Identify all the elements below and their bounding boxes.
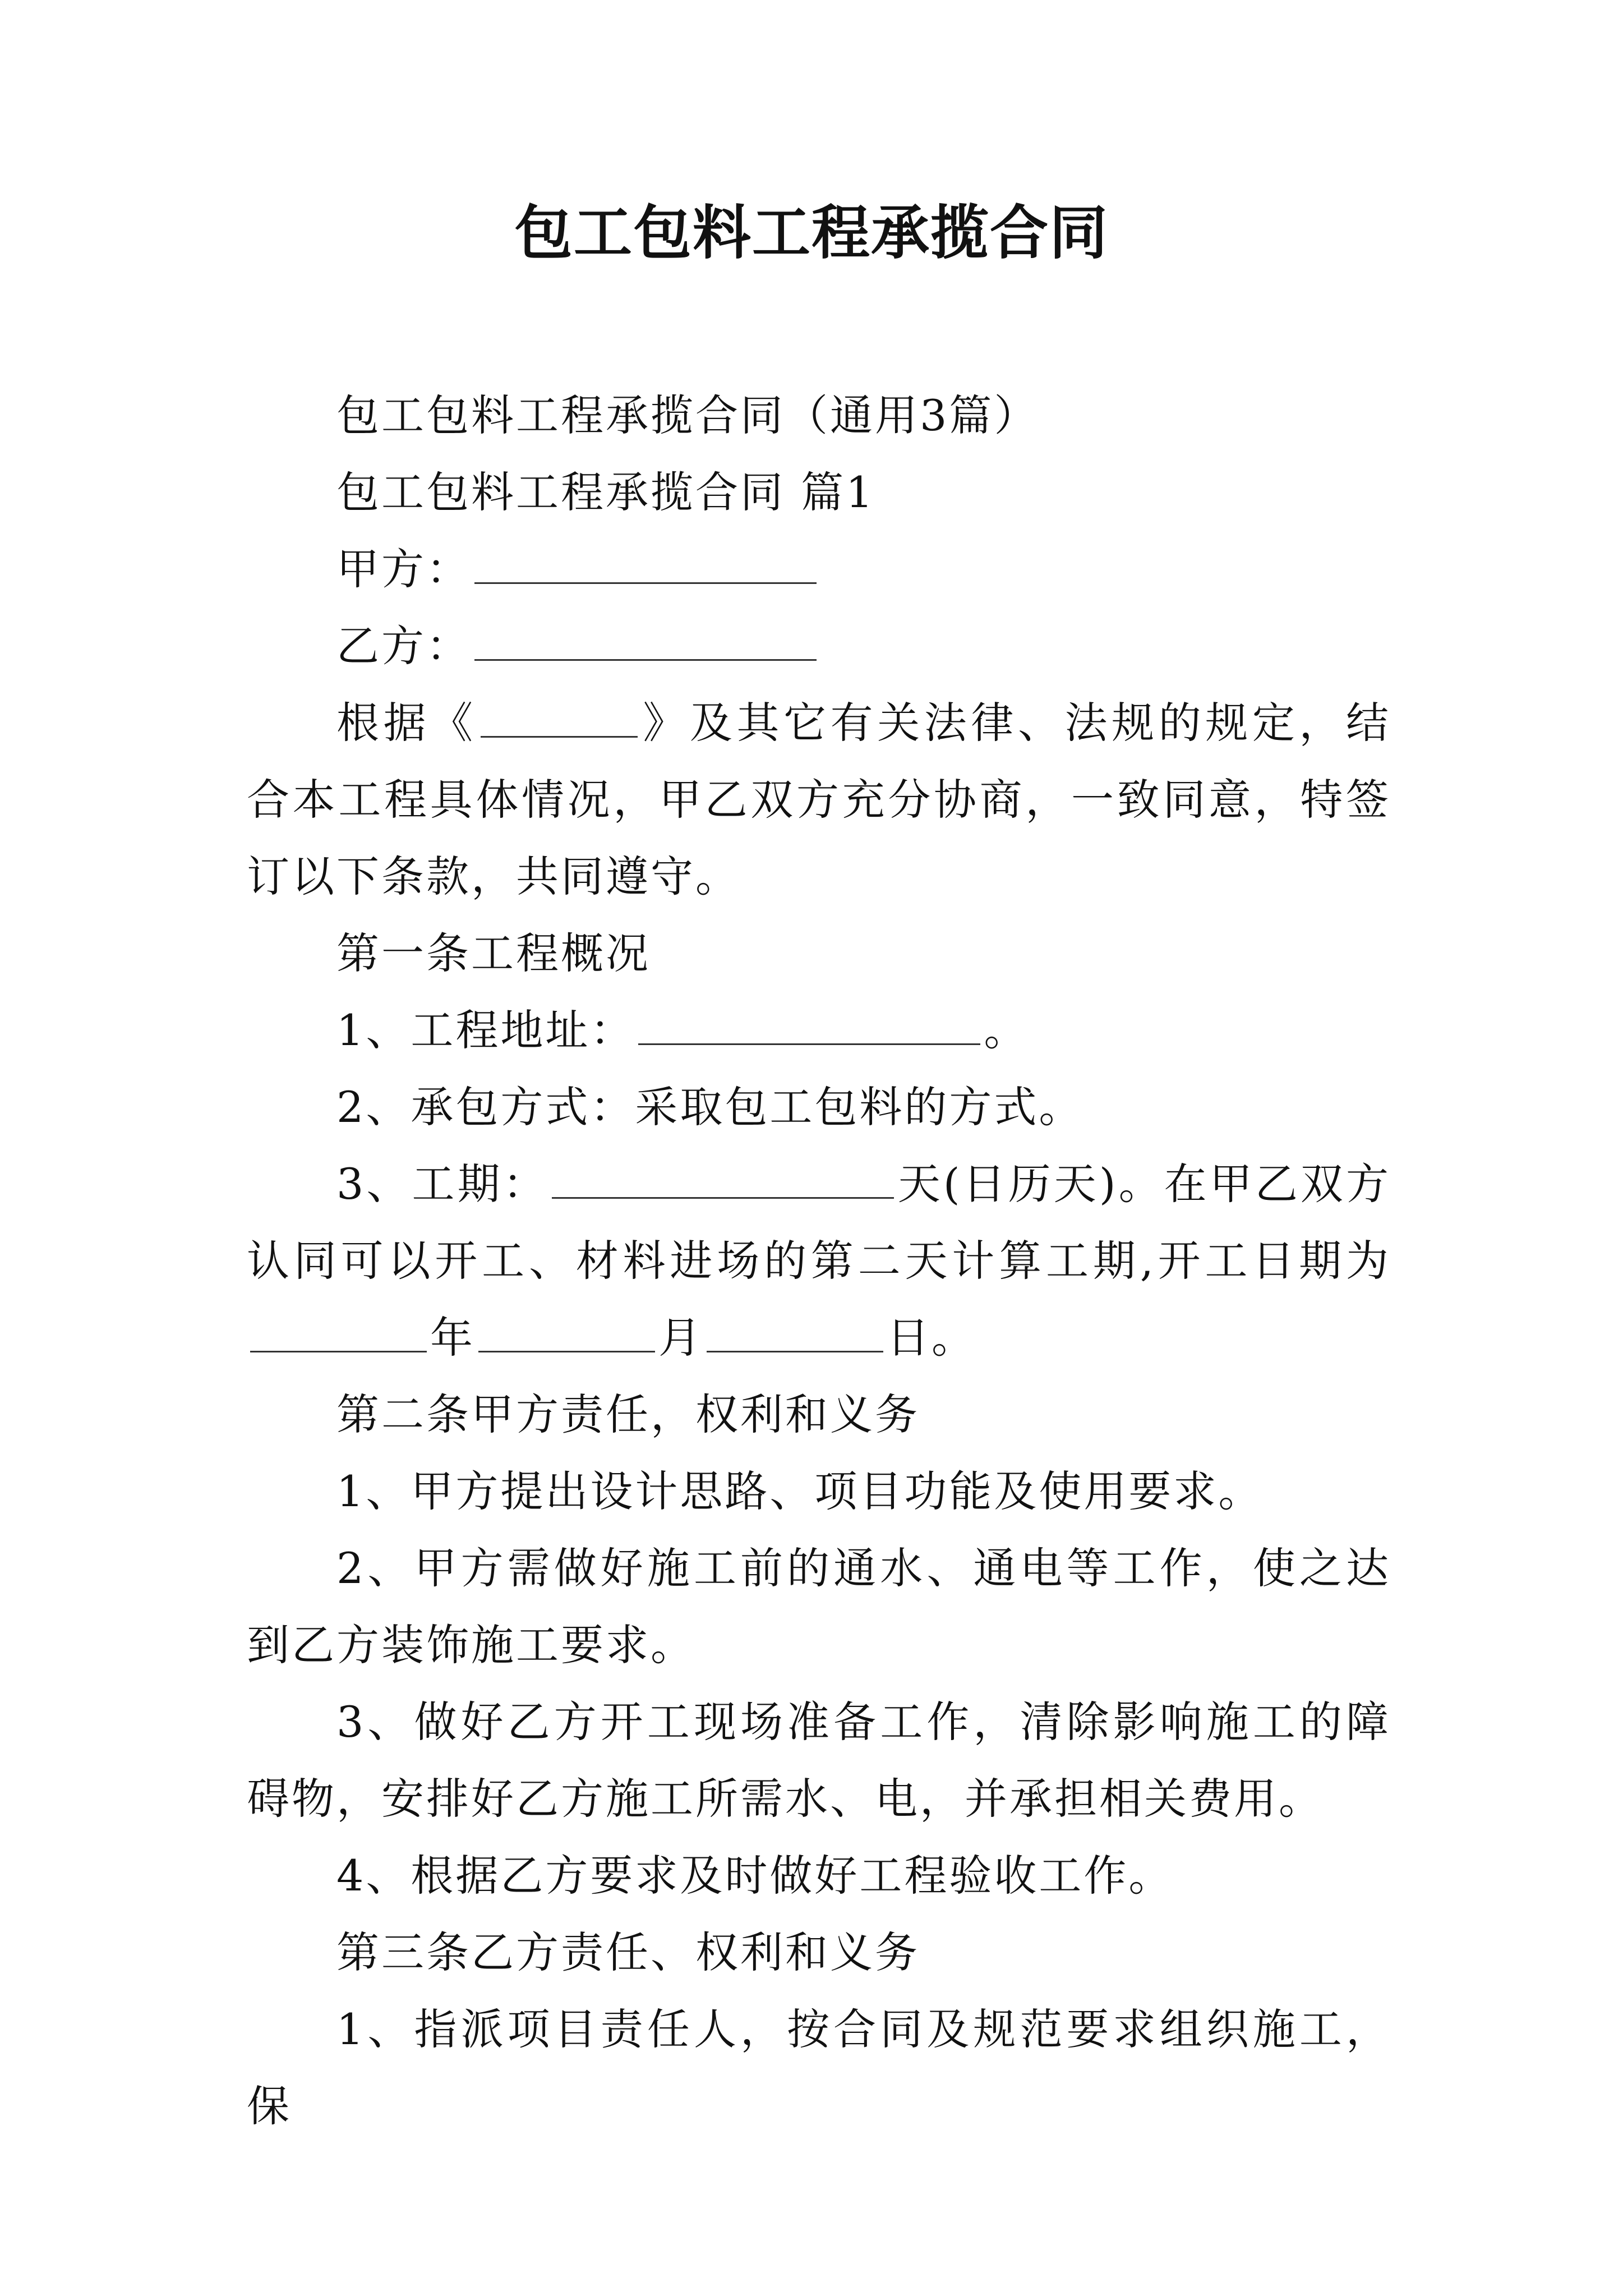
party-b-label: 乙方： <box>336 621 471 671</box>
a1-item1-prefix: 1、工程地址： <box>336 1005 635 1055</box>
article1-heading: 第一条工程概况 <box>336 928 651 978</box>
party-a-blank <box>474 543 817 584</box>
a1-item2: 2、承包方式：采取包工包料的方式。 <box>336 1082 1084 1132</box>
month-blank <box>478 1312 655 1352</box>
a1-item1 <box>247 992 1391 1069</box>
day-label: 日。 <box>887 1313 976 1363</box>
a1-item1-suffix: 。 <box>984 1005 1029 1055</box>
a3-item1: 1、指派项目责任人，按合同及规范要求组织施工，保 <box>247 2004 1391 2131</box>
duration-blank <box>552 1158 894 1199</box>
month-label: 月 <box>658 1313 703 1363</box>
document-body <box>247 377 1391 2145</box>
day-blank <box>707 1312 883 1352</box>
year-blank <box>250 1312 427 1352</box>
party-a-label: 甲方： <box>336 544 471 594</box>
a2-item3: 3、做好乙方开工现场准备工作，清除影响施工的障碍物，安排好乙方施工所需水、电，并承担相关费用。 <box>247 1697 1391 1824</box>
section-heading: 包工包料工程承揽合同 篇1 <box>336 467 875 517</box>
party-b-line <box>247 608 1391 684</box>
party-a-line <box>247 531 1391 608</box>
law-name-blank <box>481 697 638 738</box>
intro-suffix: 》及其它有关法律、法规的规定，结合本工程具体情况，甲乙双方充分协商，一致同意，特签订以下条款，共同遵守。 <box>247 698 1391 901</box>
intro-prefix: 根据《 <box>336 698 477 748</box>
article2-heading: 第二条甲方责任，权利和义务 <box>336 1389 920 1439</box>
a1-item3 <box>247 1145 1391 1376</box>
intro-paragraph <box>247 684 1391 915</box>
a2-item1: 1、甲方提出设计思路、项目功能及使用要求。 <box>336 1466 1264 1516</box>
a2-item4: 4、根据乙方要求及时做好工程验收工作。 <box>336 1851 1174 1901</box>
a1-item3-mid: 天(日历天)。在甲乙双方认同可以开工、材料进场的第二天计算工期,开工日期为 <box>247 1159 1391 1286</box>
document-title: 包工包料工程承揽合同 <box>514 198 1109 267</box>
a1-item3-prefix: 3、工期： <box>336 1159 548 1209</box>
party-b-blank <box>474 620 817 661</box>
a2-item2: 2、甲方需做好施工前的通水、通电等工作，使之达到乙方装饰施工要求。 <box>247 1543 1391 1670</box>
subtitle: 包工包料工程承揽合同（通用3篇） <box>336 390 1039 440</box>
article3-heading: 第三条乙方责任、权利和义务 <box>336 1927 920 1977</box>
year-label: 年 <box>430 1313 475 1363</box>
address-blank <box>638 1004 980 1045</box>
